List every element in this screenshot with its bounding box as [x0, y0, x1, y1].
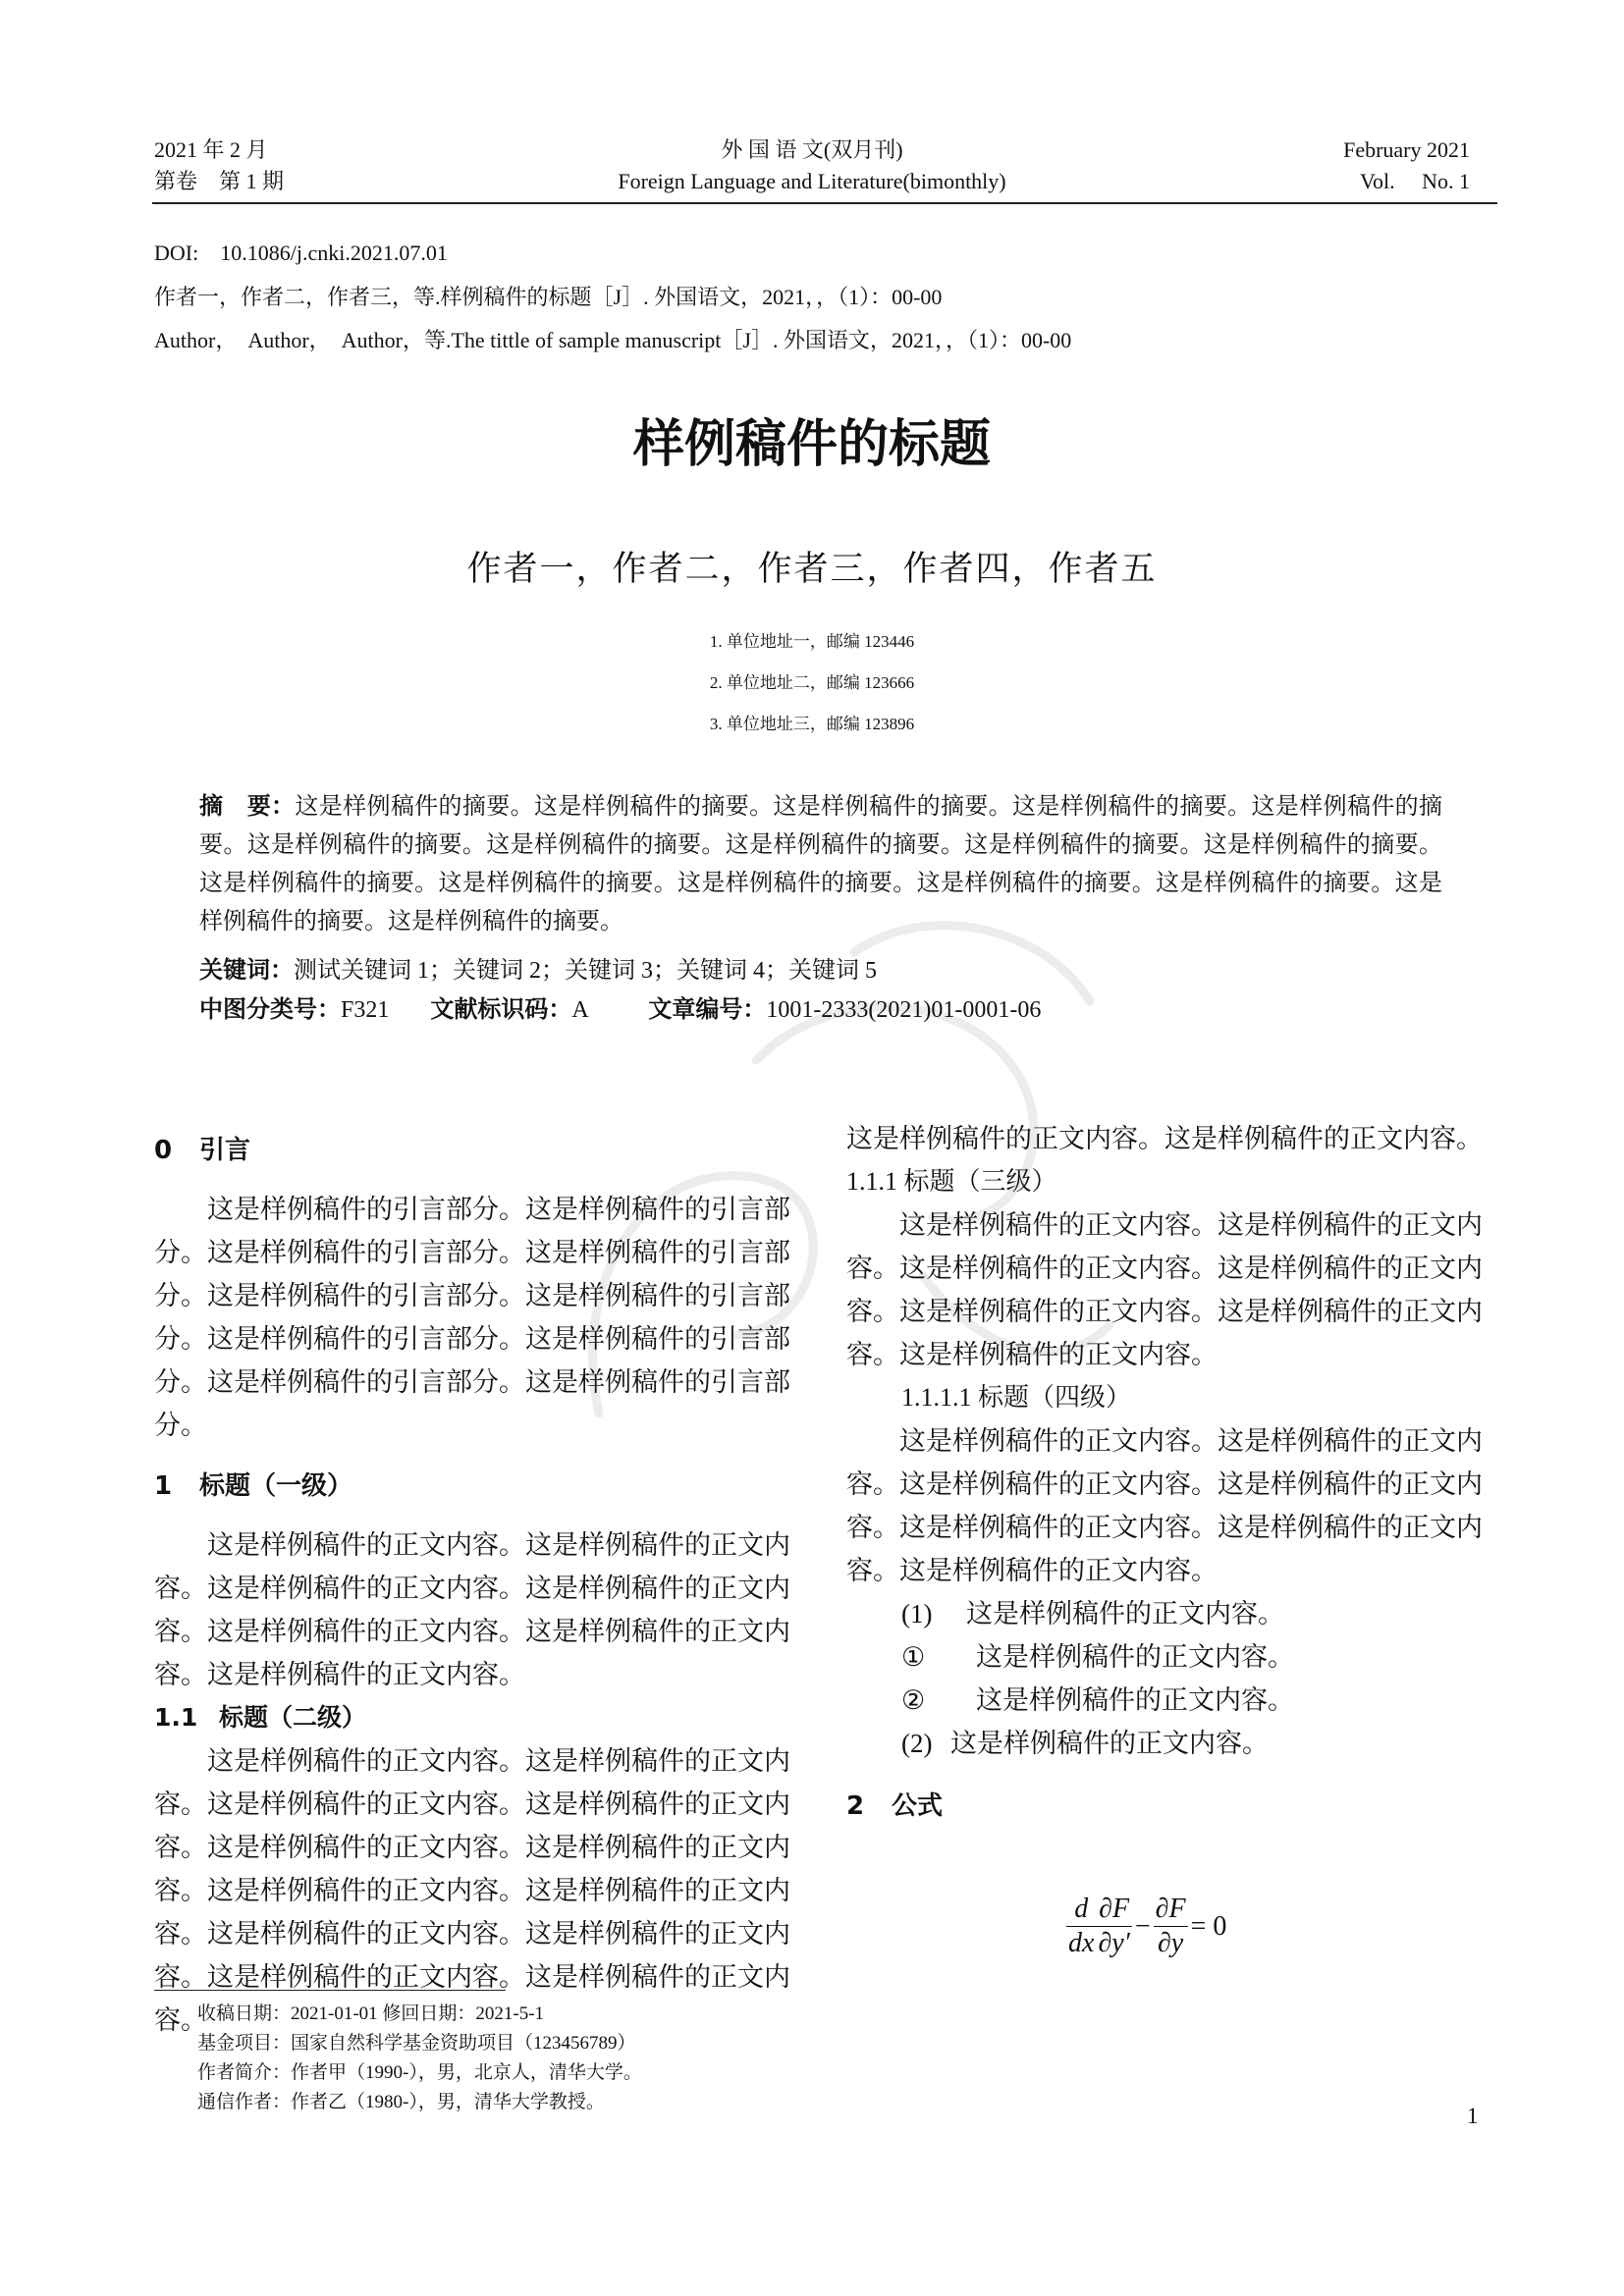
list-marker: (2)	[901, 1729, 933, 1758]
list-item	[846, 1592, 1483, 1635]
affiliation-2: 2. 单位地址二，邮编 123666	[709, 673, 915, 692]
equation	[1066, 1893, 1229, 1971]
fraction-denominator: ∂y	[1157, 1928, 1184, 1958]
section-1-1-title: 标题（二级）	[219, 1703, 367, 1732]
fraction-dF-dy-prime	[1096, 1893, 1131, 1960]
section-2-heading	[846, 1785, 1483, 1828]
article-number-label: 文章编号：	[648, 995, 767, 1023]
section-1-1-1-1-heading: 1.1.1.1 标题（四级）	[901, 1383, 1132, 1412]
author-list: 作者一，作者二，作者三，作者四，作者五	[466, 550, 1158, 588]
list-text: 这是样例稿件的正文内容。	[966, 1599, 1284, 1629]
minus-operator: −	[1134, 1910, 1151, 1942]
journal-name-cn: 外 国 语 文(双月刊)	[721, 137, 903, 162]
section-1-1-number: 1.1	[154, 1703, 198, 1732]
fraction-numerator: ∂F	[1154, 1893, 1188, 1927]
continued-paragraph: 这是样例稿件的正文内容。这是样例稿件的正文内容。	[846, 1124, 1483, 1153]
abstract-label: 摘 要：	[199, 792, 296, 820]
footnote-received-date: 收稿日期：2021-01-01 修回日期：2021-5-1	[197, 2003, 545, 2024]
citation-cn: 作者一，作者二，作者三，等.样例稿件的标题［J］. 外国语文，2021，，（1）：00-00	[154, 285, 943, 309]
keywords	[199, 951, 1442, 989]
abstract-text: 这是样例稿件的摘要。这是样例稿件的摘要。这是样例稿件的摘要。这是样例稿件的摘要。这是样例稿件的摘要。这是样例稿件的摘要。这是样例稿件的摘要。这是样例稿件的摘要。这是样例稿件的摘要。这是样例稿件的摘要。这是样例稿件的摘要。这是样例稿件的摘要。这是样例稿件的摘要。这是样例稿件的摘要。这是样例稿件的摘要。这是样例稿件的摘要。这是样例稿件的摘要。	[199, 794, 1443, 934]
section-1-1-heading	[154, 1696, 790, 1739]
clc-label: 中图分类号：	[199, 995, 341, 1023]
section-1-heading	[154, 1465, 790, 1508]
list-marker: ②	[901, 1685, 926, 1715]
affiliation-1: 1. 单位地址一，邮编 123446	[709, 632, 915, 651]
journal-name-en: Foreign Language and Literature(bimonthly)	[618, 169, 1006, 193]
section-0-heading	[154, 1129, 790, 1172]
keywords-text: 测试关键词 1；关键词 2；关键词 3；关键词 4；关键词 5	[294, 958, 877, 984]
article-number-value: 1001-2333(2021)01-0001-06	[766, 997, 1042, 1023]
equation-rhs: = 0	[1190, 1910, 1227, 1942]
list-item	[846, 1722, 1483, 1765]
section-1-paragraph: 这是样例稿件的正文内容。这是样例稿件的正文内容。这是样例稿件的正文内容。这是样例稿件的正文内容。这是样例稿件的正文内容。这是样例稿件的正文内容。这是样例稿件的正文内容。	[154, 1530, 790, 1689]
clc-value: F321	[341, 997, 390, 1023]
section-1-1-1-heading: 1.1.1 标题（三级）	[846, 1167, 1057, 1196]
list-item	[846, 1679, 1483, 1722]
section-1-1-1-paragraph: 这是样例稿件的正文内容。这是样例稿件的正文内容。这是样例稿件的正文内容。这是样例稿件的正文内容。这是样例稿件的正文内容。这是样例稿件的正文内容。这是样例稿件的正文内容。	[846, 1210, 1483, 1369]
fraction-denominator: dx	[1068, 1928, 1095, 1958]
paper-title: 样例稿件的标题	[632, 415, 991, 474]
header-rule	[152, 202, 1497, 204]
section-2-number: 2	[846, 1791, 865, 1821]
fraction-numerator: d	[1066, 1893, 1096, 1927]
footnote-rule	[154, 1990, 506, 1991]
section-1-title: 标题（一级）	[199, 1471, 353, 1501]
header-date-en: February 2021	[1343, 137, 1470, 162]
affiliation-3: 3. 单位地址三，邮编 123896	[709, 715, 915, 733]
list-text: 这是样例稿件的正文内容。	[976, 1685, 1294, 1715]
section-0-number: 0	[154, 1136, 173, 1165]
footnote-author-bio: 作者简介：作者甲（1990-），男，北京人，清华大学。	[197, 2062, 642, 2083]
doc-code-label: 文献标识码：	[430, 995, 572, 1023]
fraction-numerator: ∂F	[1096, 1893, 1131, 1927]
list-marker: (1)	[901, 1599, 933, 1629]
section-1-number: 1	[154, 1471, 173, 1501]
header-issue-cn: 第卷 第 1 期	[154, 169, 285, 193]
header-date: 2021 年 2 月	[154, 137, 268, 162]
list-text: 这是样例稿件的正文内容。	[950, 1729, 1269, 1758]
abstract	[199, 787, 1442, 941]
footnote-corresponding-author: 通信作者：作者乙（1980-），男，清华大学教授。	[197, 2092, 605, 2112]
section-1-1-1-1-paragraph: 这是样例稿件的正文内容。这是样例稿件的正文内容。这是样例稿件的正文内容。这是样例稿件的正文内容。这是样例稿件的正文内容。这是样例稿件的正文内容。这是样例稿件的正文内容。	[846, 1426, 1483, 1585]
footnote-funding: 基金项目：国家自然科学基金资助项目（123456789）	[197, 2033, 636, 2054]
citation-en: Author， Author， Author，等.The tittle of sample manuscript［J］. 外国语文，2021，，（1）：00-00	[154, 328, 1072, 352]
section-0-paragraph: 这是样例稿件的引言部分。这是样例稿件的引言部分。这是样例稿件的引言部分。这是样例稿件的引言部分。这是样例稿件的引言部分。这是样例稿件的引言部分。这是样例稿件的引言部分。这是样例稿件的引言部分。这是样例稿件的引言部分。这是样例稿件的引言部分。	[154, 1195, 790, 1440]
fraction-denominator: ∂y′	[1098, 1928, 1130, 1958]
body-left-column	[154, 1129, 790, 2042]
doi-line: DOI: 10.1086/j.cnki.2021.07.01	[154, 240, 448, 265]
page-number: 1	[1467, 2104, 1479, 2128]
list-marker: ①	[901, 1642, 926, 1672]
fraction-d-dx	[1066, 1893, 1096, 1960]
section-2-title: 公式	[892, 1791, 944, 1821]
list-text: 这是样例稿件的正文内容。	[976, 1642, 1294, 1672]
section-0-title: 引言	[199, 1136, 251, 1165]
fraction-dF-dy	[1154, 1893, 1188, 1960]
body-right-column	[846, 1117, 1483, 1828]
header-issue-en: Vol. No. 1	[1359, 169, 1470, 193]
classification-line	[199, 990, 1442, 1029]
doc-code-value: A	[571, 997, 588, 1023]
keywords-label: 关键词：	[199, 956, 294, 984]
list-item	[846, 1635, 1483, 1679]
section-1-1-paragraph: 这是样例稿件的正文内容。这是样例稿件的正文内容。这是样例稿件的正文内容。这是样例稿件的正文内容。这是样例稿件的正文内容。这是样例稿件的正文内容。这是样例稿件的正文内容。这是样例稿件的正文内容。这是样例稿件的正文内容。这是样例稿件的正文内容。这是样例稿件的正文内容。这是样例稿件的正文内容。	[154, 1746, 790, 2035]
header-right	[1343, 134, 1470, 197]
